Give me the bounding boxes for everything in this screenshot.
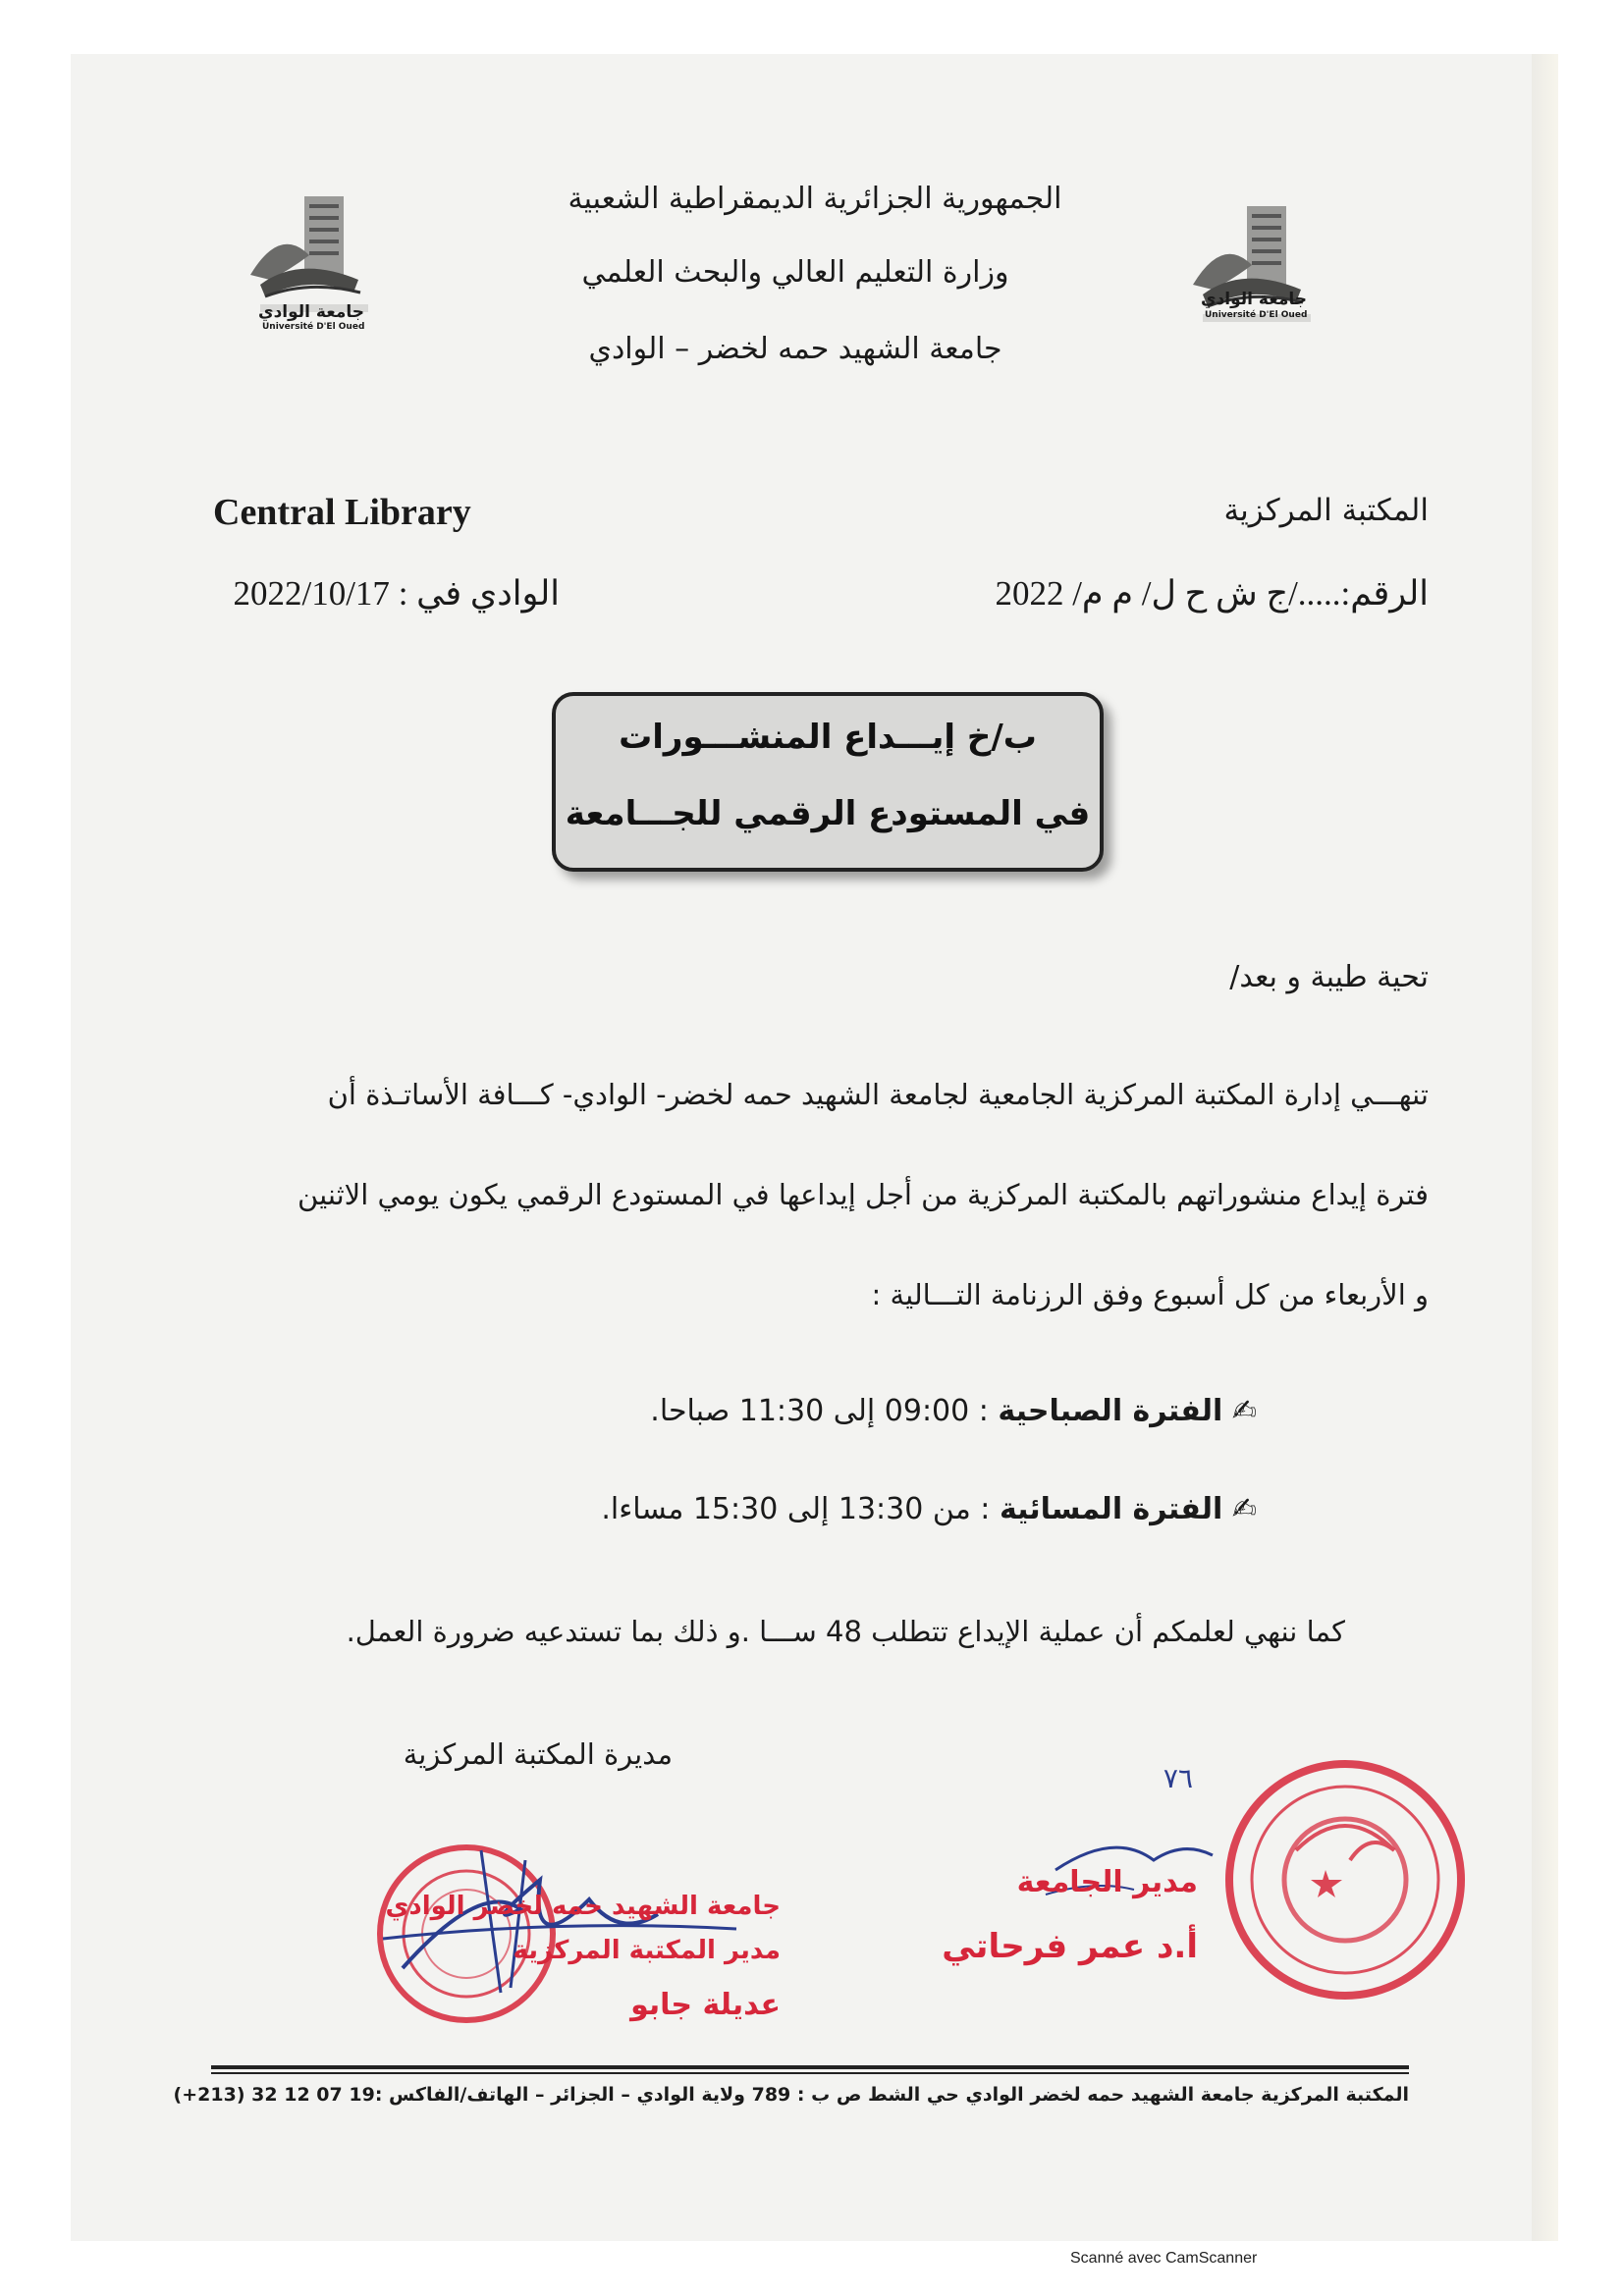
schedule-label: الفترة المسائية xyxy=(999,1492,1223,1526)
scanner-watermark: Scanné avec CamScanner xyxy=(1070,2250,1258,2267)
logo-latin-name: Université D'El Oued xyxy=(1205,310,1308,320)
body-line-3: و الأربعاء من كل أسبوع وفق الرزنامة التـــالية : xyxy=(871,1278,1429,1311)
subject-box xyxy=(552,692,1104,872)
stamp-university-line: جامعة الشهيد حمه لخضر الوادي xyxy=(385,1892,781,1921)
rector-title: مدير الجامعة xyxy=(1016,1865,1198,1899)
header-university: جامعة الشهيد حمه لخضر – الوادي xyxy=(588,332,1002,366)
pen-icon: ✍ xyxy=(1231,1394,1257,1428)
logo-latin-name: Université D'El Oued xyxy=(262,322,365,332)
rector-name: أ.د عمر فرحاتي xyxy=(942,1927,1198,1966)
schedule-label: الفترة الصباحية xyxy=(998,1394,1223,1428)
stamp-director-name: عديلة جابو xyxy=(630,1988,781,2022)
rector-stamp xyxy=(942,1742,1492,2012)
subject-line-1: ب/خ إيـــداع المنشـــورات xyxy=(619,718,1037,757)
place-date: الوادي في : 2022/10/17 xyxy=(233,574,560,613)
footer-divider xyxy=(211,2065,1409,2069)
body-line-1: تنهـــي إدارة المكتبة المركزية الجامعية لجامعة الشهيد حمه لخضر- الوادي- كـــافة الأساتـذة أن xyxy=(327,1078,1429,1111)
university-logo-left xyxy=(241,187,378,334)
logo-arabic-name: جامعة الوادي xyxy=(258,302,364,322)
stamp-director-line: مدير المكتبة المركزية xyxy=(513,1936,781,1965)
footer-divider-thin xyxy=(211,2072,1409,2074)
subject-line-2: في المستودع الرقمي للجـــامعة xyxy=(565,794,1091,833)
schedule-time: : من 13:30 إلى 15:30 مساءا. xyxy=(601,1492,1000,1526)
schedule-item-evening xyxy=(589,1492,1257,1526)
body-line-2: فترة إيداع منشوراتهم بالمكتبة المركزية من أجل إيداعها في المستودع الرقمي يكون يومي الاثنين xyxy=(298,1178,1429,1211)
greeting: تحية طيبة و بعد/ xyxy=(1229,960,1429,994)
library-director-stamp xyxy=(363,1821,844,2056)
header-republic: الجمهورية الجزائرية الديمقراطية الشعبية xyxy=(568,182,1062,216)
paper-edge-shadow xyxy=(1532,54,1558,2241)
logo-arabic-name: جامعة الوادي xyxy=(1201,290,1307,309)
schedule-item-morning xyxy=(589,1394,1257,1428)
closing-note: كما ننهي لعلمكم أن عملية الإيداع تتطلب 48 ســـا .و ذلك بما تستدعيه ضرورة العمل. xyxy=(346,1615,1345,1648)
schedule-time: : 09:00 إلى 11:30 صباحا. xyxy=(650,1394,999,1428)
rector-handnote: ٧٦ xyxy=(1163,1762,1193,1794)
office-english: Central Library xyxy=(213,492,471,533)
university-logo-right xyxy=(1183,196,1321,344)
header-ministry: وزارة التعليم العالي والبحث العلمي xyxy=(581,255,1009,290)
pen-icon: ✍ xyxy=(1231,1492,1257,1526)
signatory-title: مديرة المكتبة المركزية xyxy=(403,1737,673,1771)
reference-number: الرقم:...../ج ش ح ل/ م م/ 2022 xyxy=(995,574,1429,613)
office-arabic: المكتبة المركزية xyxy=(1223,493,1429,528)
footer-address: المكتبة المركزية جامعة الشهيد حمه لخضر الوادي حي الشط ص ب : 789 ولاية الوادي – الجزائر – الهاتف/الفاكس :19 07 12 32 (213+) xyxy=(173,2084,1409,2106)
